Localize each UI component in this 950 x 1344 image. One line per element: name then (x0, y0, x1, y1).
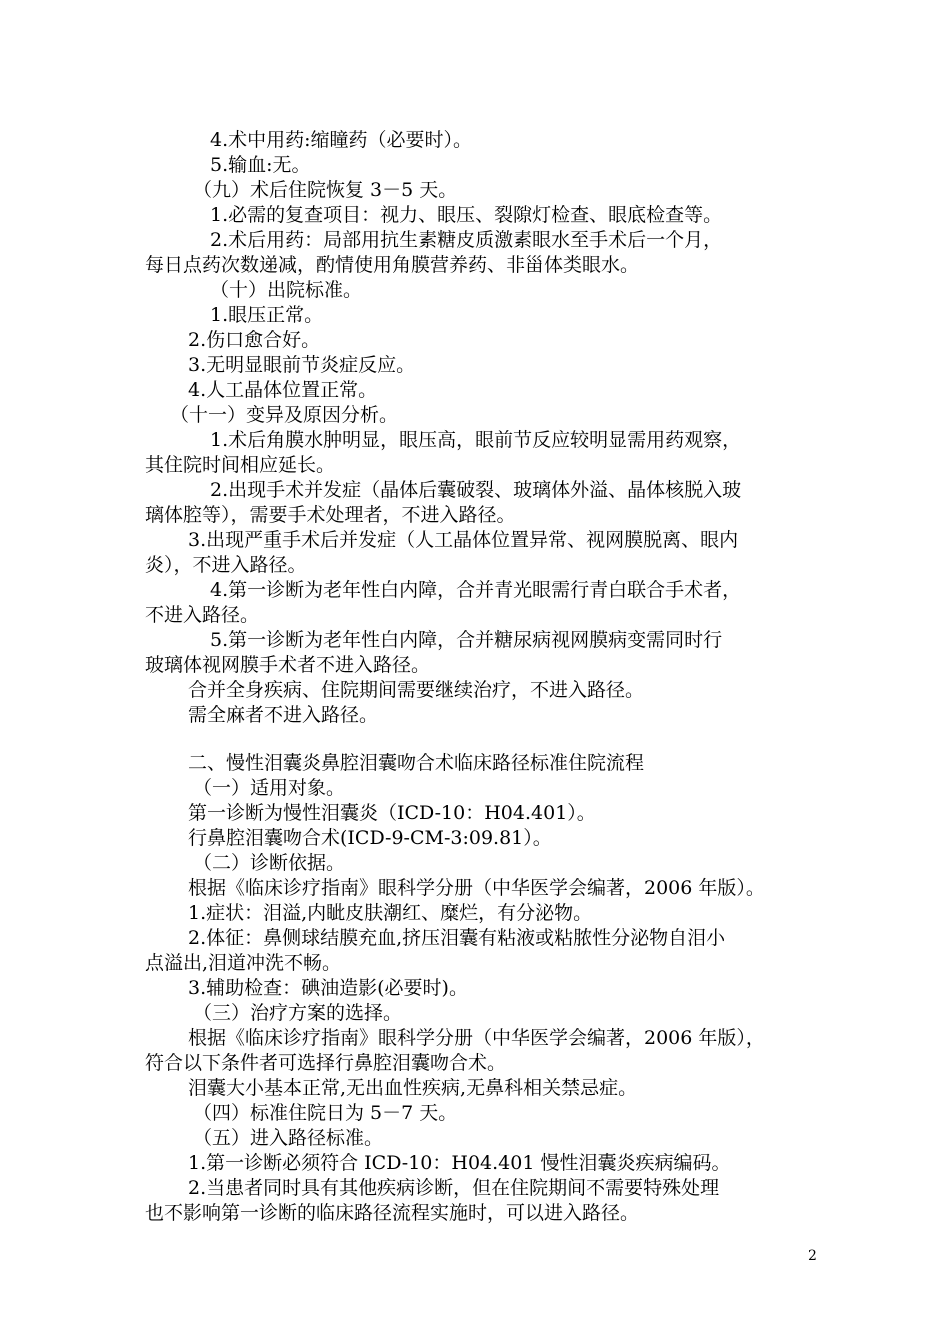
text-line: 2.伤口愈合好。 (188, 329, 321, 351)
page-number: 2 (808, 1248, 817, 1264)
text-line: （十一）变异及原因分析。 (170, 404, 399, 426)
text-line: 也不影响第一诊断的临床路径流程实施时，可以进入路径。 (145, 1202, 640, 1224)
text-line: 3.辅助检查：碘油造影(必要时)。 (188, 977, 468, 999)
text-line: 1.眼压正常。 (210, 304, 324, 326)
text-line: 需全麻者不进入路径。 (188, 704, 379, 726)
text-line: 4.术中用药:缩瞳药（必要时）。 (210, 129, 473, 151)
text-line: 第一诊断为慢性泪囊炎（ICD-10：H04.401）。 (188, 802, 596, 824)
text-line: 炎），不进入路径。 (145, 554, 307, 576)
text-line: 5.输血:无。 (210, 154, 311, 176)
text-line: 不进入路径。 (145, 604, 260, 626)
text-line: 玻璃体视网膜手术者不进入路径。 (145, 654, 431, 676)
text-line: 1.症状：泪溢,内眦皮肤潮红、糜烂，有分泌物。 (188, 902, 593, 924)
text-line: （二）诊断依据。 (193, 852, 346, 874)
text-line: 1.术后角膜水肿明显，眼压高，眼前节反应较明显需用药观察， (210, 429, 742, 451)
text-line: 2.当患者同时具有其他疾病诊断，但在住院期间不需要特殊处理 (188, 1177, 720, 1199)
text-line: 4.第一诊断为老年性白内障，合并青光眼需行青白联合手术者， (210, 579, 742, 601)
text-line: （九）术后住院恢复 3－5 天。 (193, 179, 458, 201)
text-line: 2.出现手术并发症（晶体后囊破裂、玻璃体外溢、晶体核脱入玻 (210, 479, 742, 501)
text-line: 1.必需的复查项目：视力、眼压、裂隙灯检查、眼底检查等。 (210, 204, 723, 226)
text-line: （五）进入路径标准。 (193, 1127, 384, 1149)
text-line: 符合以下条件者可选择行鼻腔泪囊吻合术。 (145, 1052, 507, 1074)
text-line: 行鼻腔泪囊吻合术(ICD-9-CM-3:09.81）。 (188, 827, 552, 849)
text-line: 璃体腔等），需要手术处理者，不进入路径。 (145, 504, 516, 526)
text-line: 泪囊大小基本正常,无出血性疾病,无鼻科相关禁忌症。 (188, 1077, 638, 1099)
section-heading: 二、慢性泪囊炎鼻腔泪囊吻合术临床路径标准住院流程 (188, 752, 645, 774)
text-line: 根据《临床诊疗指南》眼科学分册（中华医学会编著，2006 年版）。 (188, 877, 765, 899)
text-line: 1.第一诊断必须符合 ICD-10：H04.401 慢性泪囊炎疾病编码。 (188, 1152, 731, 1174)
text-line: 3.无明显眼前节炎症反应。 (188, 354, 416, 376)
text-line: 根据《临床诊疗指南》眼科学分册（中华医学会编著，2006 年版）， (188, 1027, 765, 1049)
text-line: 4.人工晶体位置正常。 (188, 379, 378, 401)
text-line: 3.出现严重手术后并发症（人工晶体位置异常、视网膜脱离、眼内 (188, 529, 739, 551)
text-line: 其住院时间相应延长。 (145, 454, 336, 476)
text-line: （十）出院标准。 (210, 279, 363, 301)
text-line: 点溢出,泪道冲洗不畅。 (145, 952, 342, 974)
text-line: 2.术后用药：局部用抗生素糖皮质激素眼水至手术后一个月， (210, 229, 723, 251)
text-line: （一）适用对象。 (193, 777, 346, 799)
text-line: 2.体征：鼻侧球结膜充血,挤压泪囊有粘液或粘脓性分泌物自泪小 (188, 927, 726, 949)
text-line: （三）治疗方案的选择。 (193, 1002, 403, 1024)
text-line: 合并全身疾病、住院期间需要继续治疗，不进入路径。 (188, 679, 645, 701)
text-line: 5.第一诊断为老年性白内障，合并糖尿病视网膜病变需同时行 (210, 629, 723, 651)
text-line: 每日点药次数递减，酌情使用角膜营养药、非甾体类眼水。 (145, 254, 640, 276)
text-line: （四）标准住院日为 5－7 天。 (193, 1102, 458, 1124)
